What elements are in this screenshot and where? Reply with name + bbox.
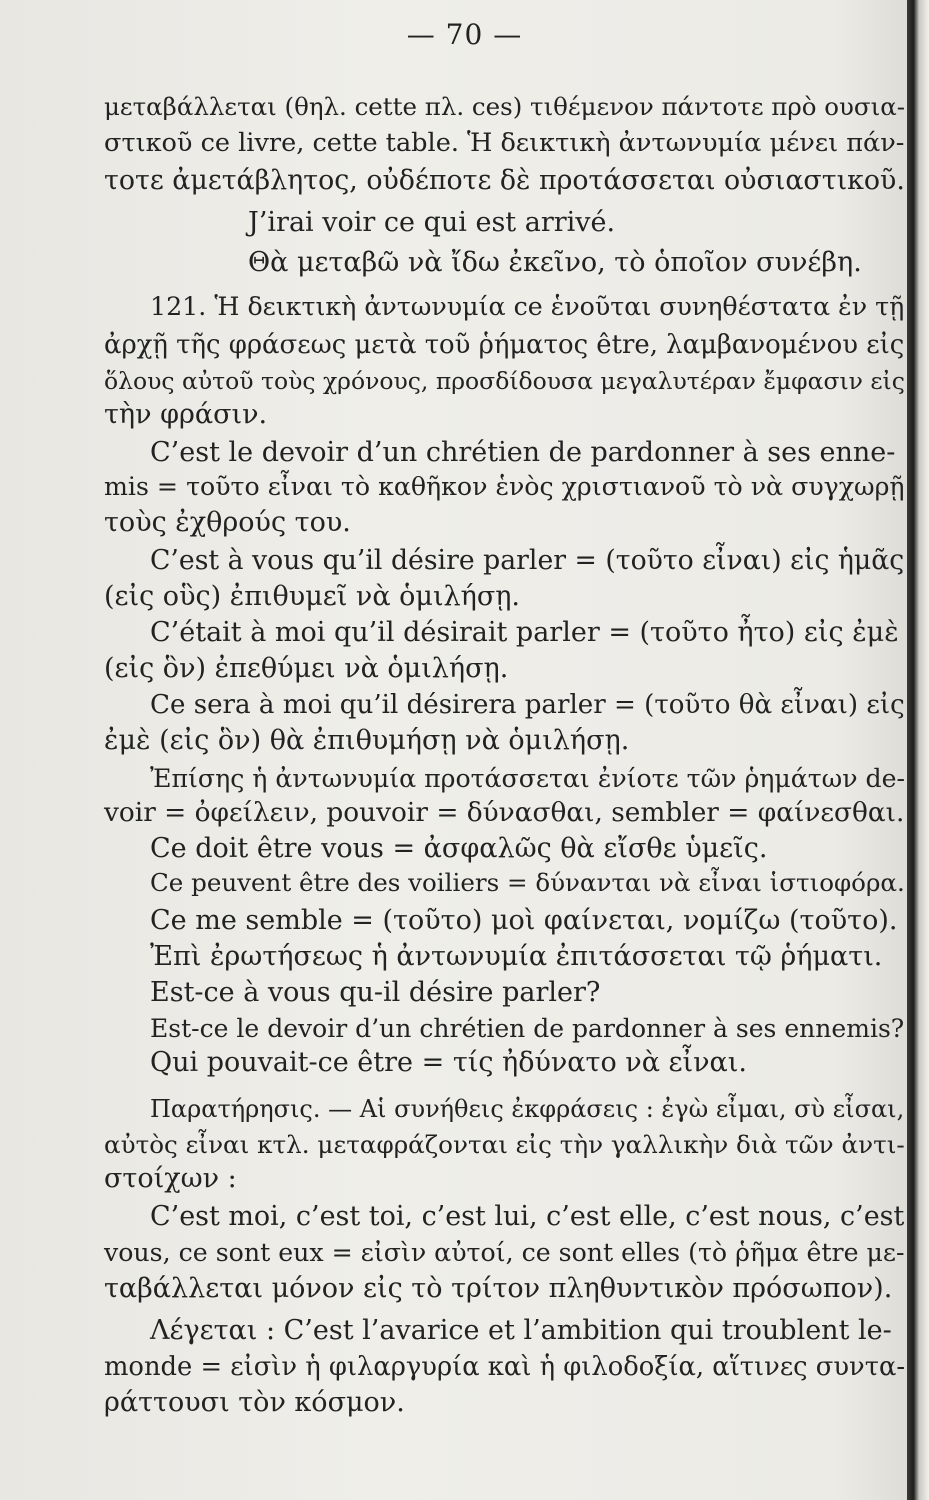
example-line: Θὰ μεταβῶ νὰ ἴδω ἐκεῖνο, τὸ ὁποῖον συνέβη.: [248, 247, 862, 278]
example-line: Ce me semble = (τοῦτο) μοὶ φαίνεται, νομίζω (τοῦτο).: [150, 905, 898, 936]
example-line: Ce doit être vous = ἀσφαλῶς θὰ εἴσθε ὑμεῖς.: [150, 833, 768, 864]
text-line: τοὺς ἐχθρούς του.: [104, 507, 351, 538]
text-line: voir = ὀφείλειν, pouvoir = δύνασθαι, sembler = φαίνεσθαι.: [104, 798, 905, 828]
page-binding-edge: [907, 0, 929, 1500]
text-line: ἀρχῇ τῆς φράσεως μετὰ τοῦ ῥήματος être, λαμβανομένου εἰς: [104, 330, 905, 360]
example-line: C’est le devoir d’un chrétien de pardonner à ses enne-: [150, 437, 896, 468]
text-line: μεταβάλλεται (θηλ. cette πλ. ces) τιθέμενον πάντοτε πρὸ ουσια-: [104, 92, 906, 121]
text-line: Λέγεται : C’est l’avarice et l’ambition qui troublent le-: [150, 1315, 892, 1346]
page-number: — 70 —: [406, 18, 523, 51]
section-121-heading: 121. Ἡ δεικτικὴ ἀντωνυμία ce ἑνοῦται συνηθέστατα ἐν τῇ: [150, 292, 905, 321]
text-line: (εἰς οὓς) ἐπιθυμεῖ νὰ ὁμιλήσῃ.: [104, 581, 521, 612]
text-line: vous, ce sont eux = εἰσὶν αὐτοί, ce sont elles (τὸ ῥῆμα être με-: [104, 1238, 905, 1267]
text-line: (εἰς ὃν) ἐπεθύμει νὰ ὁμιλήσῃ.: [104, 653, 509, 684]
text-line: στικοῦ ce livre, cette table. Ἡ δεικτικὴ ἀντωνυμία μένει πάν-: [104, 128, 905, 158]
example-line: Qui pouvait-ce être = τίς ἠδύνατο νὰ εἶναι.: [150, 1047, 747, 1078]
text-line: τοτε ἀμετάβλητος, οὐδέποτε δὲ προτάσσεται οὐσιαστικοῦ.: [104, 165, 905, 196]
example-line: Ce peuvent être des voiliers = δύνανται νὰ εἶναι ἱστιοφόρα.: [150, 868, 905, 897]
example-line: Ce sera à moi qu’il désirera parler = (τοῦτο θὰ εἶναι) εἰς: [150, 690, 905, 720]
text-line: στοίχων :: [104, 1163, 237, 1194]
text-line: Ἐπὶ ἐρωτήσεως ἡ ἀντωνυμία ἐπιτάσσεται τῷ ῥήματι.: [150, 941, 883, 972]
example-line: C’est moi, c’est toi, c’est lui, c’est elle, c’est nous, c’est: [150, 1201, 905, 1232]
text-line: monde = εἰσὶν ἡ φιλαργυρία καὶ ἡ φιλοδοξία, αἵτινες συντα-: [104, 1352, 906, 1382]
text-line: τὴν φράσιν.: [104, 399, 268, 430]
text-line: Ἐπίσης ἡ ἀντωνυμία προτάσσεται ἐνίοτε τῶν ῥημάτων de-: [150, 764, 906, 793]
example-line: C’était à moi qu’il désirait parler = (τοῦτο ἦτο) εἰς ἐμὲ: [150, 617, 899, 648]
text-line: ὅλους αὐτοῦ τοὺς χρόνους, προσδίδουσα μεγαλυτέραν ἔμφασιν εἰς: [104, 367, 905, 395]
text-line: mis = τοῦτο εἶναι τὸ καθῆκον ἑνὸς χριστιανοῦ τὸ νὰ συγχωρῇ: [104, 472, 905, 501]
text-line: ταβάλλεται μόνον εἰς τὸ τρίτον πληθυντικὸν πρόσωπον).: [104, 1273, 893, 1304]
remark-heading: Παρατήρησις. — Αἱ συνήθεις ἐκφράσεις : ἐγὼ εἶμαι, σὺ εἶσαι,: [150, 1095, 905, 1123]
example-line: Est-ce à vous qu-il désire parler?: [150, 977, 601, 1008]
text-line: ράττουσι τὸν κόσμον.: [104, 1387, 405, 1418]
example-line: Est-ce le devoir d’un chrétien de pardonner à ses ennemis?: [150, 1014, 905, 1043]
text-line: αὐτὸς εἶναι κτλ. μεταφράζονται εἰς τὴν γαλλικὴν διὰ τῶν ἀντι-: [104, 1130, 905, 1159]
example-line: C’est à vous qu’il désire parler = (τοῦτο εἶναι) εἰς ἡμᾶς: [150, 545, 905, 576]
example-line: J’irai voir ce qui est arrivé.: [248, 207, 616, 238]
text-line: ἐμὲ (εἰς ὃν) θὰ ἐπιθυμήσῃ νὰ ὁμιλήσῃ.: [104, 725, 630, 756]
